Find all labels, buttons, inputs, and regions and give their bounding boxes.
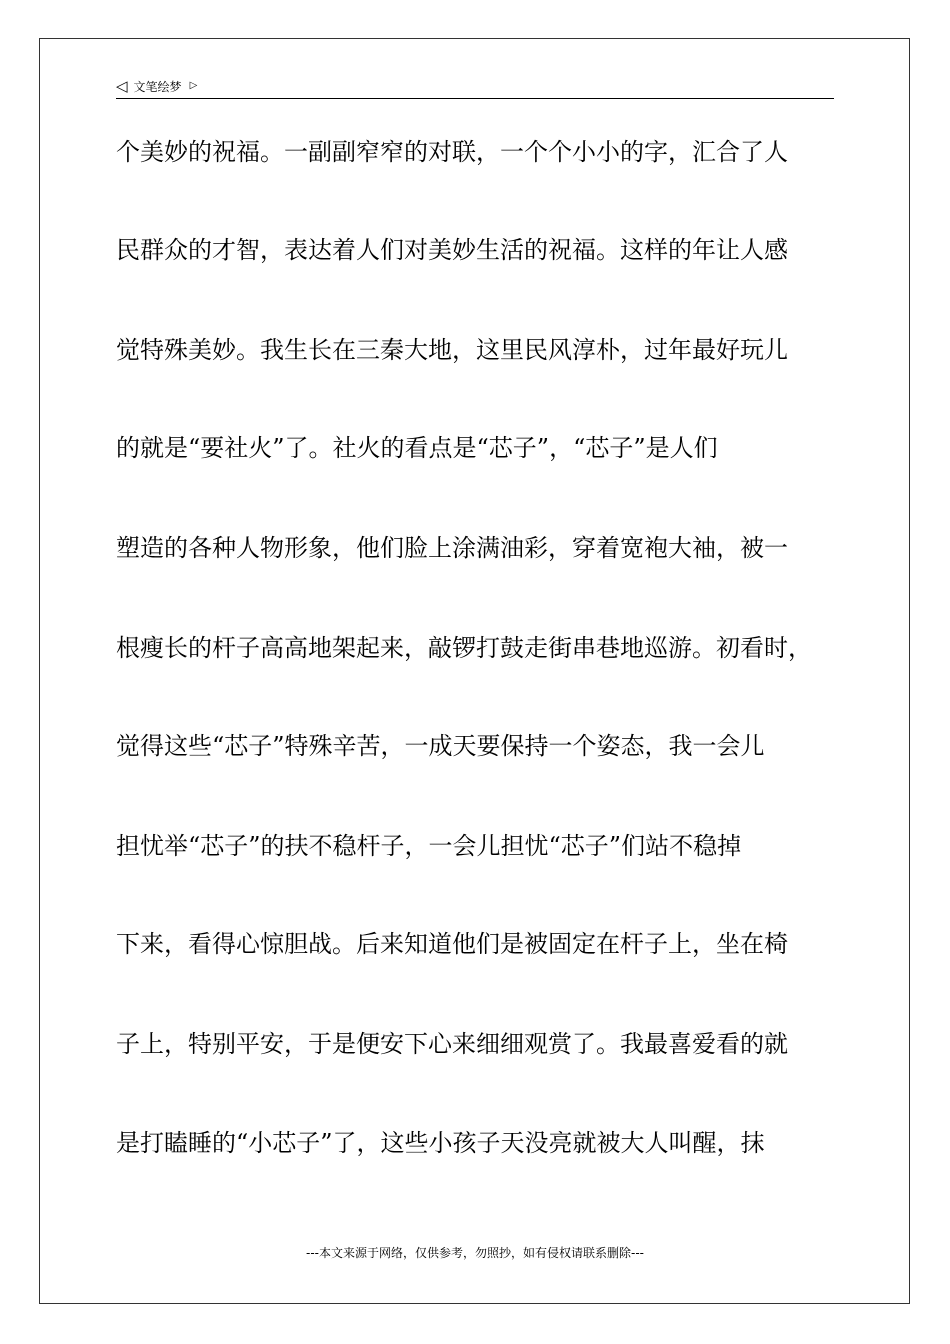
- body-line: 根瘦长的杆子高高地架起来，敲锣打鼓走街串巷地巡游。初看时，: [116, 634, 812, 662]
- header-title: 文笔绘梦: [133, 79, 182, 94]
- footer-disclaimer: ---本文来源于网络，仅供参考，勿照抄，如有侵权请联系删除---: [306, 1246, 644, 1260]
- body-line: 塑造的各种人物形象，他们脸上涂满油彩，穿着宽袍大袖，被一: [116, 534, 788, 562]
- body-line: 下来，看得心惊胆战。后来知道他们是被固定在杆子上，坐在椅: [116, 930, 788, 958]
- body-line: 觉得这些“芯子”特殊辛苦，一成天要保持一个姿态，我一会儿: [116, 732, 765, 760]
- body-line: 是打瞌睡的“小芯子”了，这些小孩子天没亮就被大人叫醒，抹: [116, 1129, 765, 1157]
- body-line: 担忧举“芯子”的扶不稳杆子，一会儿担忧“芯子”们站不稳掉: [116, 832, 742, 860]
- body-line: 个美妙的祝福。一副副窄窄的对联，一个个小小的字，汇合了人: [116, 138, 788, 166]
- right-triangle-icon: ▷: [189, 80, 198, 91]
- body-line: 子上，特别平安，于是便安下心来细细观赏了。我最喜爱看的就: [116, 1030, 788, 1058]
- page-header: [116, 74, 834, 99]
- body-line: 民群众的才智，表达着人们对美妙生活的祝福。这样的年让人感: [116, 236, 788, 264]
- body-line: 的就是“要社火”了。社火的看点是“芯子”，“芯子”是人们: [116, 434, 718, 462]
- left-triangle-icon: ◁: [116, 76, 128, 95]
- page-border: [39, 38, 910, 1304]
- body-line: 觉特殊美妙。我生长在三秦大地，这里民风淳朴，过年最好玩儿: [116, 336, 788, 364]
